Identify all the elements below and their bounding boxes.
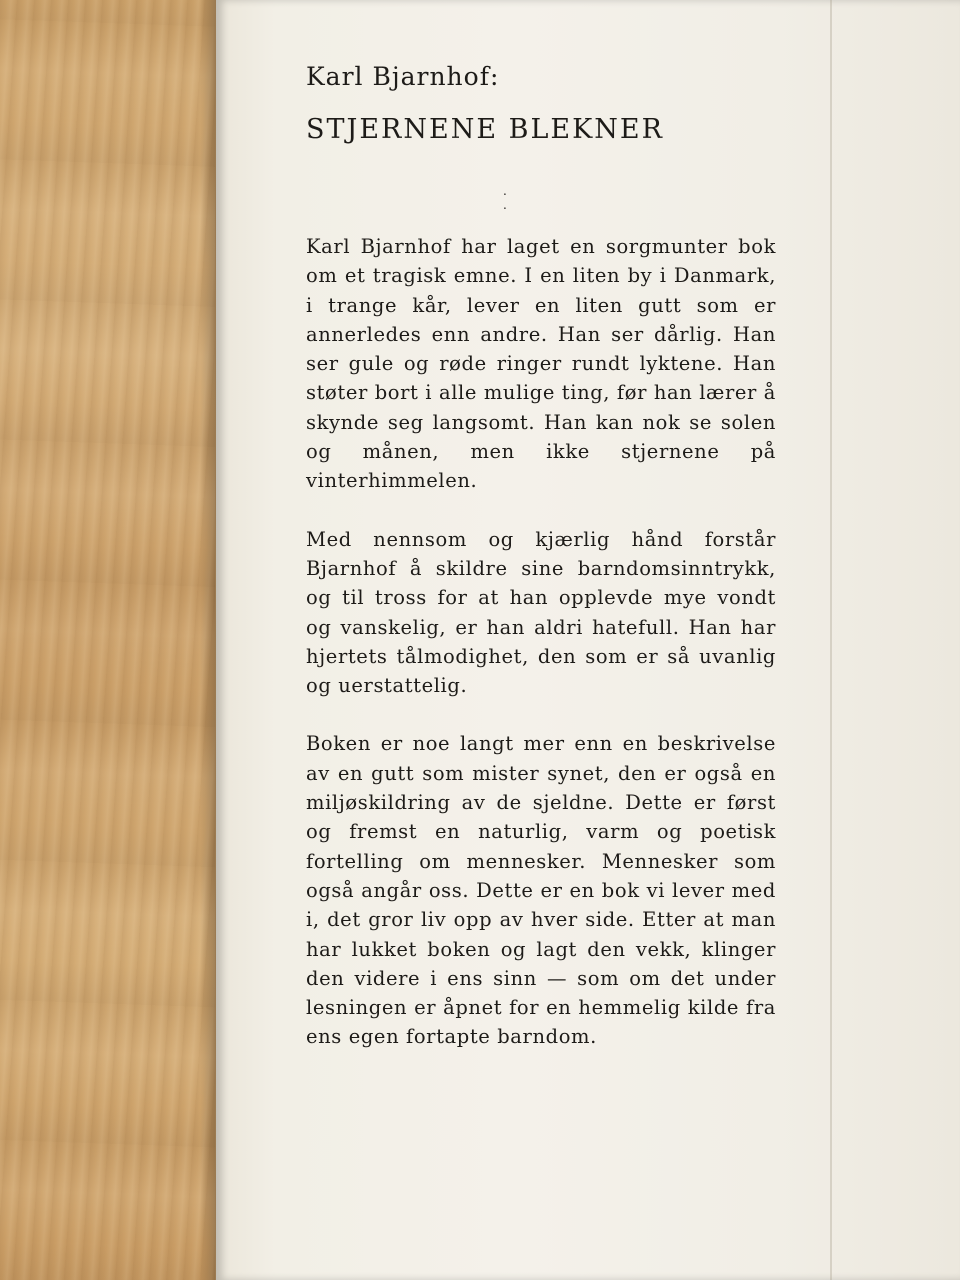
author-name: Karl Bjarnhof: bbox=[306, 62, 500, 91]
description-paragraph-3: Boken er noe langt mer enn en beskrivelse av en gutt som mister synet, den er også en miljøskildring av de sjeldne. Dette er først og fremst en naturlig, varm og poetisk fortelling om mennesker. Mennesker som også angår oss. Dette er en bok vi lever med i, det gror liv opp av hver side. Etter at man har lukket boken og lagt den vekk, klinger den videre i ens sinn — som om det under lesningen er åpnet for en hemmelig kilde fra ens egen fortapte barndom. bbox=[306, 732, 776, 1049]
wooden-table bbox=[0, 0, 215, 1280]
description-paragraph-1: Karl Bjarnhof har laget en sorgmunter bok om et tragisk emne. I en liten by i Danmark, i trange kår, lever en liten gutt som er annerledes enn andre. Han ser dårlig. Han ser gule og røde ringer rundt lyktene. Han støter bort i alle mulige ting, før han lærer å skynde seg langsomt. Han kan nok se solen og månen, men ikke stjernene på vinterhimmelen. bbox=[306, 235, 776, 493]
page-fold-line bbox=[830, 0, 832, 1280]
description-paragraph-2: Med nennsom og kjærlig hånd forstår Bjarnhof å skildre sine barndomsinntrykk, og til tross for at han opplevde mye vondt og vanskelig, er han aldri hatefull. Han har hjertets tålmodighet, den som er så uvanlig og uerstattelig. bbox=[306, 527, 776, 698]
book-title: STJERNENE BLEKNER bbox=[306, 114, 664, 145]
separator-dots: . . bbox=[503, 184, 507, 212]
flap-text bbox=[306, 58, 776, 1052]
